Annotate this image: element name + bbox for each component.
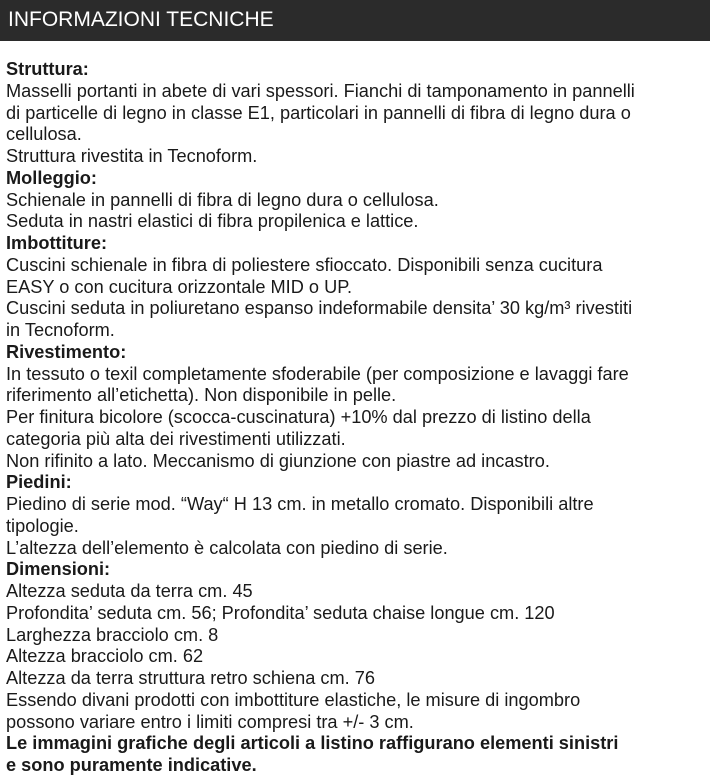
section-line: Non rifinito a lato. Meccanismo di giunzione con piastre ad incastro. bbox=[6, 450, 550, 471]
section-line: L’altezza dell’elemento è calcolata con piedino di serie. bbox=[6, 537, 448, 558]
section-struttura bbox=[6, 59, 706, 168]
footer-line: e sono puramente indicative. bbox=[6, 755, 257, 775]
section-line: Altezza da terra struttura retro schiena cm. 76 bbox=[6, 668, 375, 688]
footer-line: Le immagini grafiche degli articoli a listino raffigurano elementi sinistri bbox=[6, 733, 619, 754]
section-rivestimento bbox=[6, 342, 706, 473]
section-line: Cuscini schienale in fibra di poliestere sfioccato. Disponibili senza cucitura bbox=[6, 254, 603, 275]
section-line: Cuscini seduta in poliuretano espanso indeformabile densita’ 30 kg/m³ rivestiti bbox=[6, 298, 633, 319]
section-title: Rivestimento: bbox=[6, 341, 127, 362]
section-line: Struttura rivestita in Tecnoform. bbox=[6, 146, 258, 166]
section-line: di particelle di legno in classe E1, particolari in pannelli di fibra di legno dura o bbox=[6, 102, 631, 123]
section-line: Schienale in pannelli di fibra di legno dura o cellulosa. bbox=[6, 189, 439, 210]
section-line: In tessuto o texil completamente sfoderabile (per composizione e lavaggi fare bbox=[6, 363, 629, 384]
section-line: Masselli portanti in abete di vari spessori. Fianchi di tamponamento in pannelli bbox=[6, 80, 635, 101]
section-title: Struttura: bbox=[6, 59, 89, 79]
section-imbottiture bbox=[6, 233, 706, 342]
section-line: Profondita’ seduta cm. 56; Profondita’ seduta chaise longue cm. 120 bbox=[6, 602, 555, 623]
footer-note bbox=[6, 733, 706, 777]
section-line: in Tecnoform. bbox=[6, 320, 115, 340]
section-dimensioni bbox=[6, 559, 706, 733]
section-line: EASY o con cucitura orizzontale MID o UP. bbox=[6, 276, 353, 297]
section-title: Dimensioni: bbox=[6, 559, 111, 580]
section-line: Essendo divani prodotti con imbottiture elastiche, le misure di ingombro bbox=[6, 689, 581, 710]
section-piedini bbox=[6, 472, 706, 559]
page-title: INFORMAZIONI TECNICHE bbox=[8, 8, 274, 31]
section-line: tipologie. bbox=[6, 515, 79, 536]
section-line: Per finitura bicolore (scocca-cuscinatura) +10% dal prezzo di listino della bbox=[6, 407, 591, 427]
section-title: Imbottiture: bbox=[6, 233, 108, 253]
section-line: cellulosa. bbox=[6, 124, 82, 145]
section-line: riferimento all’etichetta). Non disponibile in pelle. bbox=[6, 385, 397, 406]
section-line: Larghezza bracciolo cm. 8 bbox=[6, 624, 219, 645]
section-line: Altezza bracciolo cm. 62 bbox=[6, 646, 204, 667]
section-line: Altezza seduta da terra cm. 45 bbox=[6, 581, 253, 601]
section-line: Piedino di serie mod. “Way“ H 13 cm. in metallo cromato. Disponibili altre bbox=[6, 494, 594, 514]
page-header bbox=[0, 0, 710, 39]
header-divider bbox=[0, 39, 710, 41]
section-title: Piedini: bbox=[6, 472, 72, 493]
section-line: possono variare entro i limiti compresi tra +/- 3 cm. bbox=[6, 711, 414, 732]
technical-info-body bbox=[6, 59, 706, 777]
section-line: Seduta in nastri elastici di fibra propilenica e lattice. bbox=[6, 211, 419, 232]
section-title: Molleggio: bbox=[6, 167, 97, 188]
section-molleggio bbox=[6, 168, 706, 233]
section-line: categoria più alta dei rivestimenti utilizzati. bbox=[6, 428, 346, 449]
